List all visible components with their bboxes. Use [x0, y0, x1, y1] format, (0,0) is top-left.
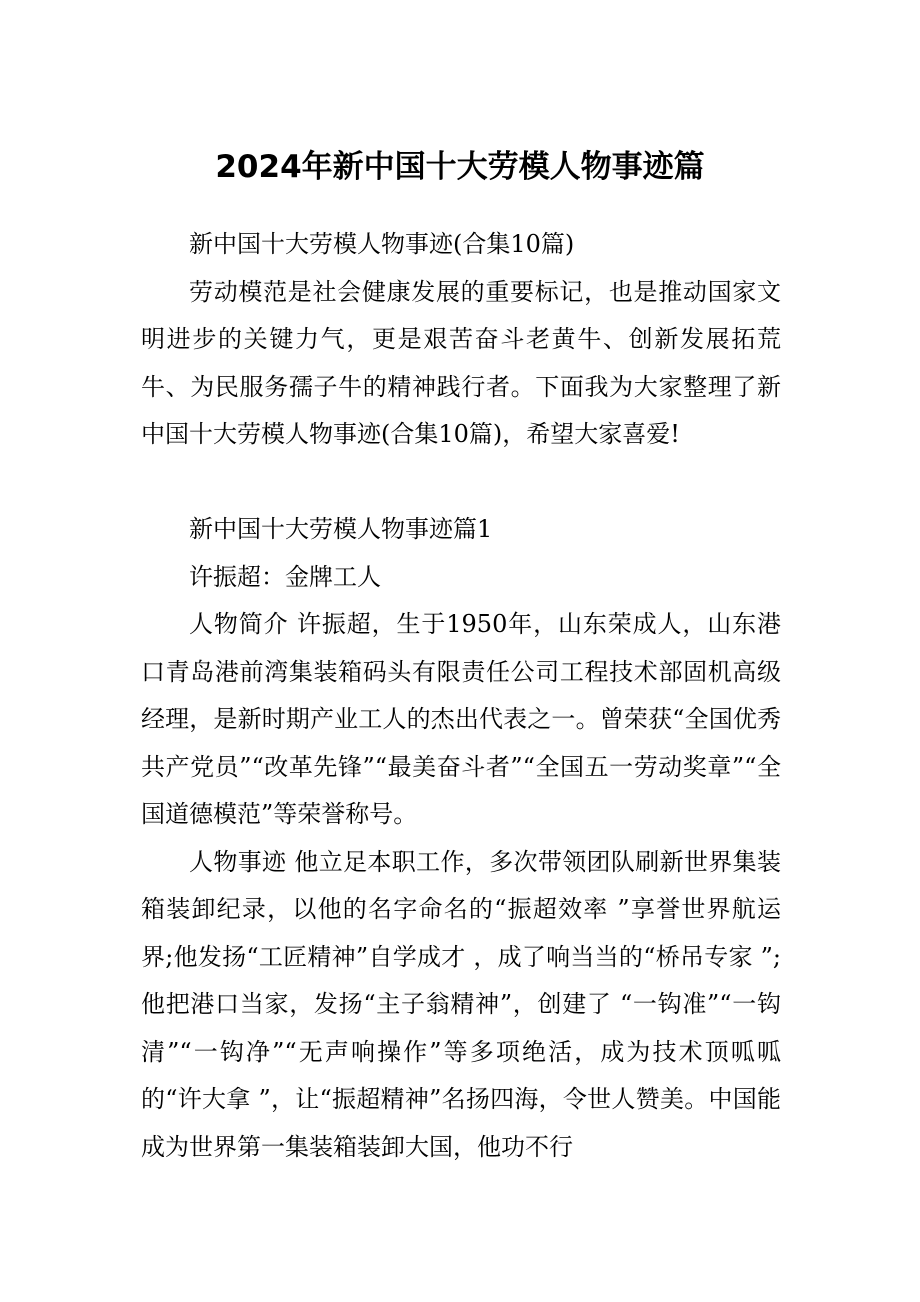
document-title: 2024年新中国十大劳模人物事迹篇	[215, 149, 705, 185]
profile-paragraph: 人物简介 许振超，生于1950年，山东荣成人，山东港口青岛港前湾集装箱码头有限责任公司工程技术部固机高级经理，是新时期产业工人的杰出代表之一。曾荣获“全国优秀共产党员”“改革先锋”“最美奋斗者”“全国五一劳动奖章”“全国道德模范”等荣誉称号。	[141, 610, 781, 828]
person-heading: 许振超：金牌工人	[189, 562, 381, 591]
paragraph-spacer	[141, 459, 781, 507]
deeds-paragraph: 人物事迹 他立足本职工作，多次带领团队刷新世界集装箱装卸纪录，以他的名字命名的“振超效率 ”享誉世界航运界;他发扬“工匠精神”自学成才 ，成了响当当的“桥吊专家 ”;他把港口当家，发扬“主子翁精神”，创建了 “一钩准”“一钩清”“一钩净”“无声响操作”等多项绝活，成为技术顶呱呱的“许大拿 ”，让“振超精神”名扬四海，令世人赞美。中国能成为世界第一集装箱装卸大国，他功不行	[141, 847, 781, 1161]
intro-paragraph: 劳动模范是社会健康发展的重要标记，也是推动国家文明进步的关键力气，更是艰苦奋斗老黄牛、创新发展拓荒牛、为民服务孺子牛的精神践行者。下面我为大家整理了新中国十大劳模人物事迹(合集10篇)，希望大家喜爱!	[141, 277, 781, 448]
section-heading: 新中国十大劳模人物事迹篇1	[189, 515, 493, 543]
document-body	[141, 221, 781, 1171]
subtitle-paragraph: 新中国十大劳模人物事迹(合集10篇)	[189, 230, 575, 258]
